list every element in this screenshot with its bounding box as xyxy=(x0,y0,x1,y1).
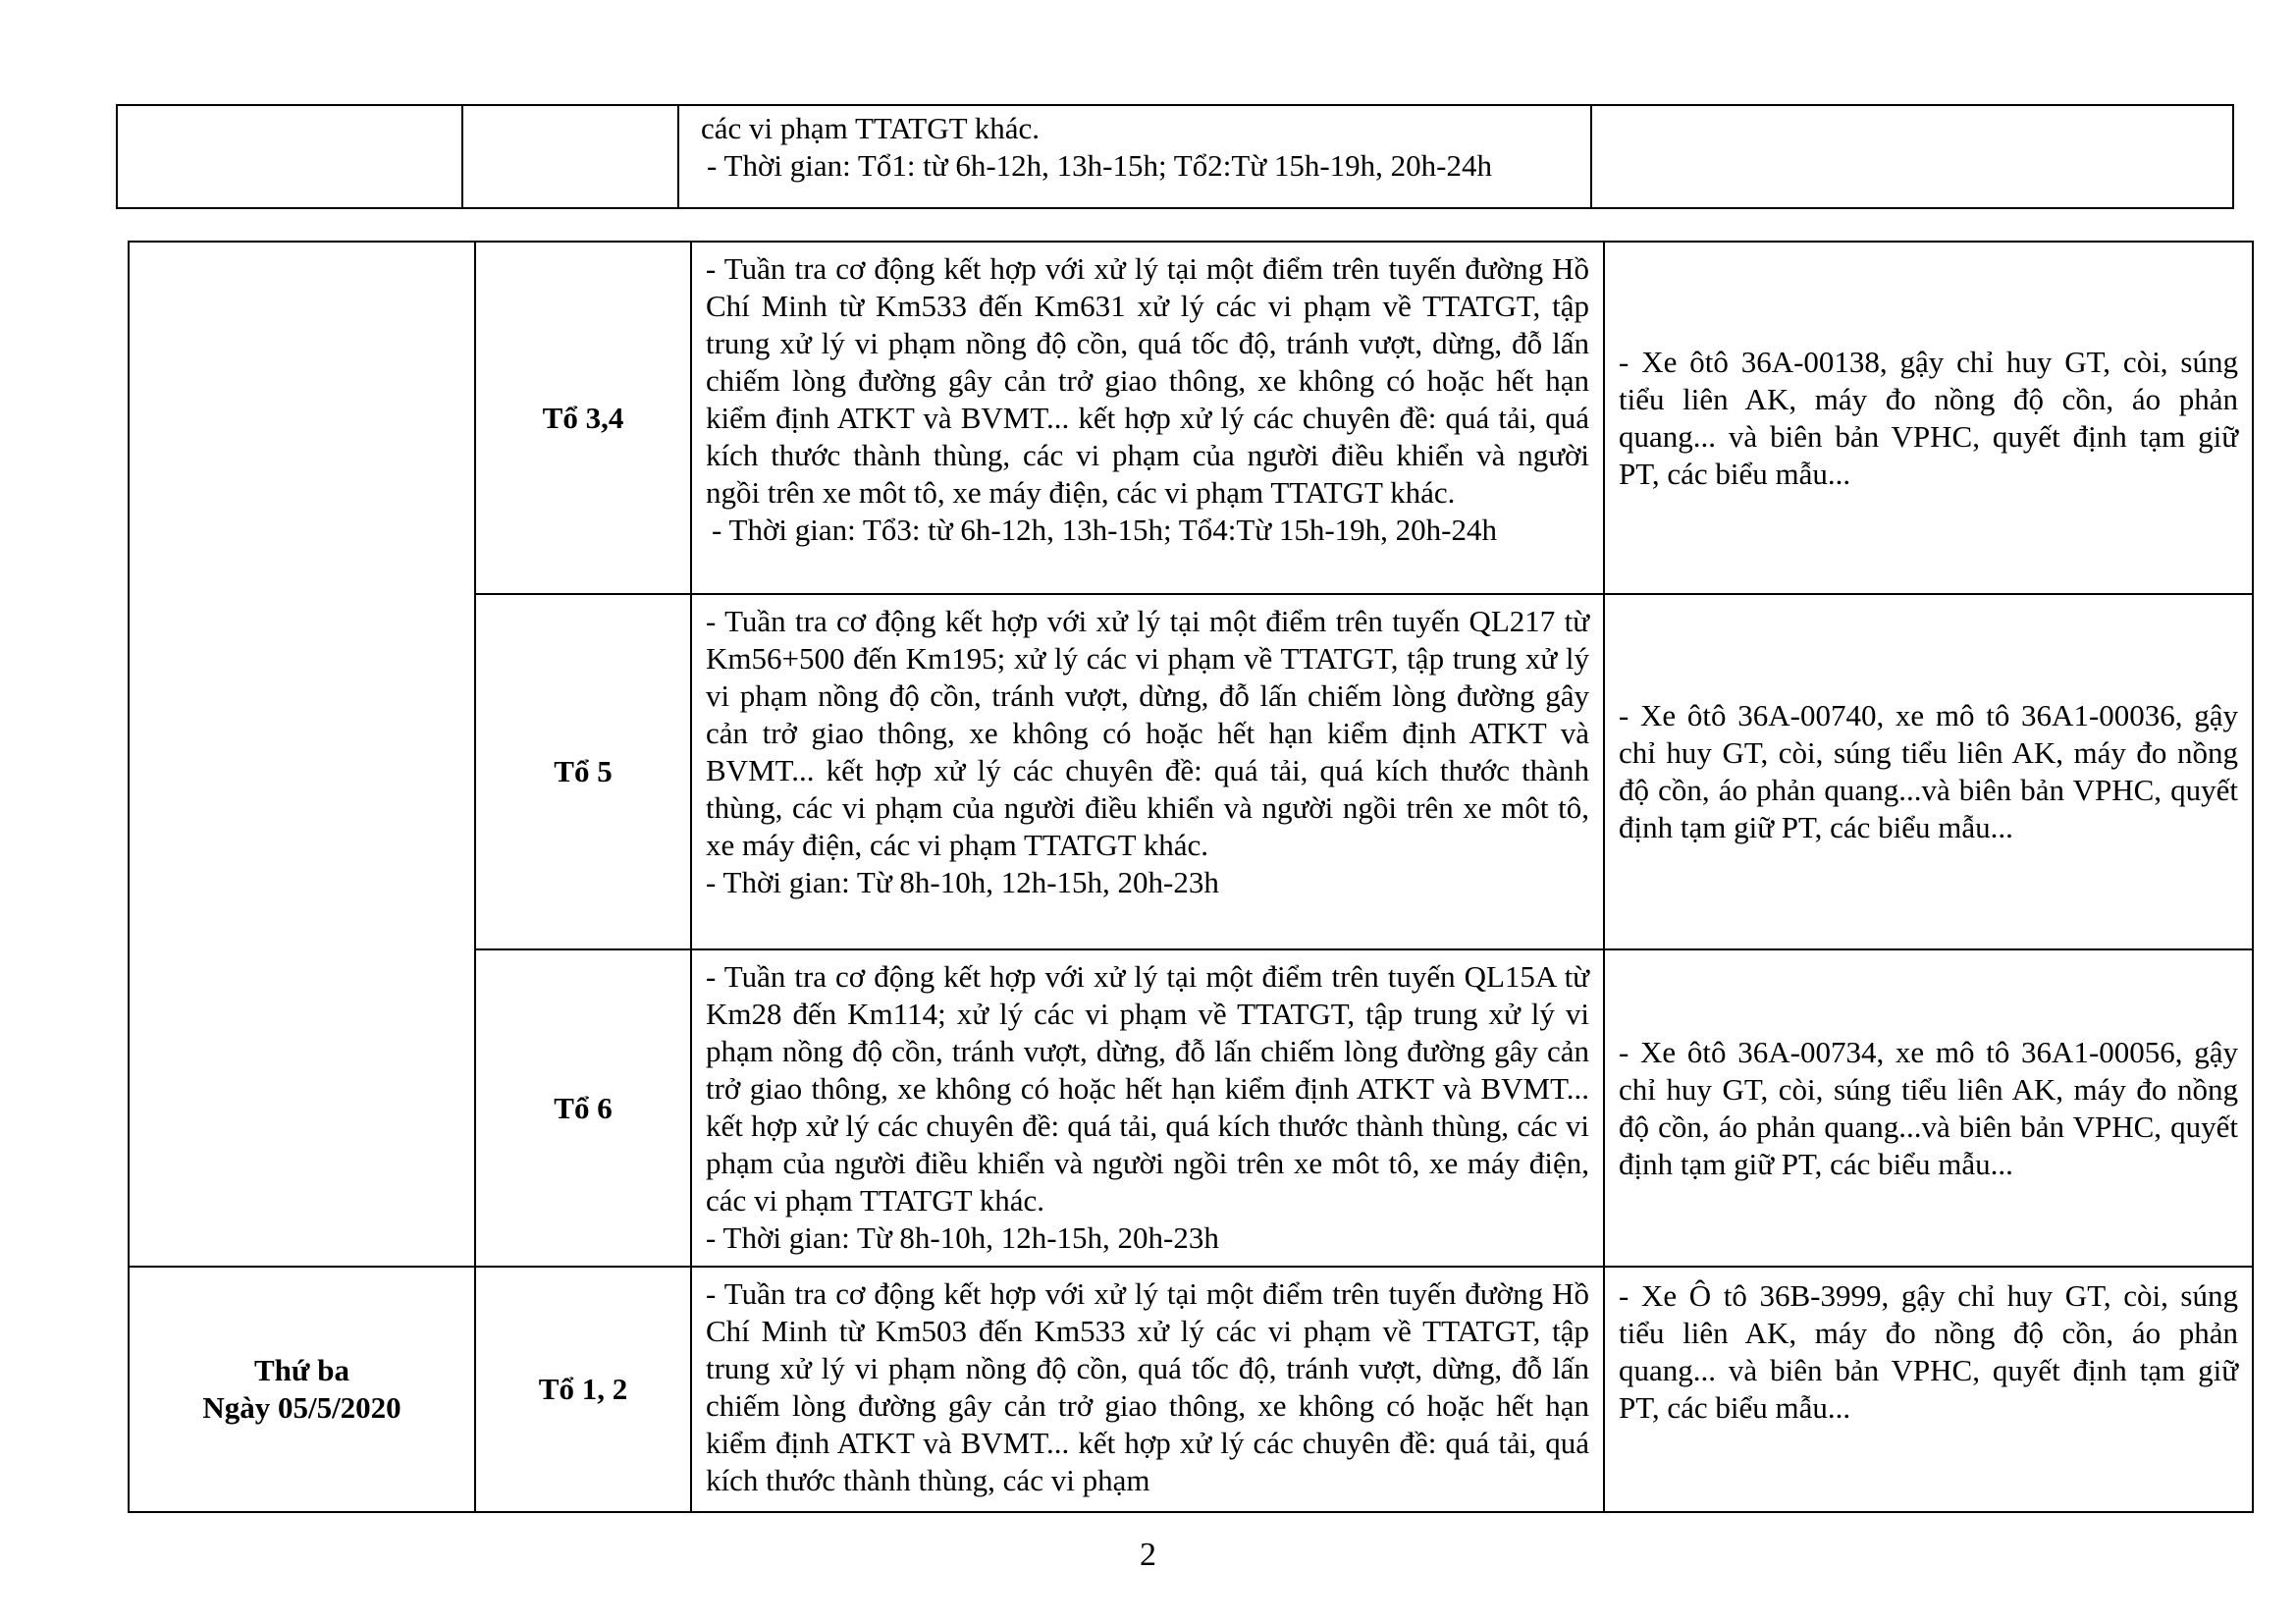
content-text: - Tuần tra cơ động kết hợp với xử lý tại một điểm trên tuyến đường Hồ Chí Minh từ Km503 đến Km533 xử lý các vi phạm về TTATGT, tập trung xử lý vi phạm nồng độ cồn, quá tốc độ, tránh vượt, dừng, đỗ lấn chiếm lòng đường gây cản trở giao thông, xe không có hoặc hết hạn kiểm định ATKT và BVMT... kết hợp xử lý các chuyên đề: quá tải, quá kích thước thành thùng, các vi phạm xyxy=(706,1276,1589,1497)
equipment-cell: - Xe ôtô 36A-00740, xe mô tô 36A1-00036, gậy chỉ huy GT, còi, súng tiểu liên AK, máy đo nồng độ cồn, áo phản quang...và biên bản VPHC, quyết định tạm giữ PT, các biểu mẫu... xyxy=(1604,594,2253,949)
time-text: - Thời gian: Tổ3: từ 6h-12h, 13h-15h; Tổ4:Từ 15h-19h, 20h-24h xyxy=(712,513,1497,547)
equipment-cell xyxy=(1591,105,2233,208)
day-label: Thứ ba xyxy=(253,1353,349,1387)
day-cell xyxy=(129,1267,475,1512)
time-text: - Thời gian: Từ 8h-10h, 12h-15h, 20h-23h xyxy=(706,865,1219,899)
content-cell xyxy=(691,242,1604,594)
day-cell xyxy=(129,242,475,1267)
time-text: - Thời gian: Từ 8h-10h, 12h-15h, 20h-23h xyxy=(706,1220,1219,1255)
table-row xyxy=(129,242,2253,594)
content-text: - Tuần tra cơ động kết hợp với xử lý tại một điểm trên tuyến QL217 từ Km56+500 đến Km195; xử lý các vi phạm về TTATGT, tập trung xử lý vi phạm nồng độ cồn, tránh vượt, dừng, đỗ lấn chiếm lòng đường gây cản trở giao thông, xe không có hoặc hết hạn kiểm định ATKT và BVMT... kết hợp xử lý các chuyên đề: quá tải, quá kích thước thành thùng, các vi phạm của người điều khiển và người ngồi trên xe môt tô, xe máy điện, các vi phạm TTATGT khác. xyxy=(706,604,1589,862)
equipment-cell: - Xe ôtô 36A-00734, xe mô tô 36A1-00056, gậy chỉ huy GT, còi, súng tiểu liên AK, máy đo nồng độ cồn, áo phản quang...và biên bản VPHC, quyết định tạm giữ PT, các biểu mẫu... xyxy=(1604,949,2253,1267)
day-cell xyxy=(117,105,462,208)
equipment-cell: - Xe Ô tô 36B-3999, gậy chỉ huy GT, còi, súng tiểu liên AK, máy đo nồng độ cồn, áo phản quang... và biên bản VPHC, quyết định tạm giữ PT, các biểu mẫu... xyxy=(1604,1267,2253,1512)
content-cell xyxy=(678,105,1591,208)
group-cell: Tổ 6 xyxy=(475,949,691,1267)
content-cell xyxy=(691,594,1604,949)
time-text: - Thời gian: Tổ1: từ 6h-12h, 13h-15h; Tổ2:Từ 15h-19h, 20h-24h xyxy=(707,148,1492,183)
group-cell: Tổ 3,4 xyxy=(475,242,691,594)
table-row xyxy=(129,1267,2253,1512)
content-cell xyxy=(691,1267,1604,1512)
date-label: Ngày 05/5/2020 xyxy=(202,1390,401,1425)
group-cell: Tổ 5 xyxy=(475,594,691,949)
table-row xyxy=(117,105,2233,208)
content-cell xyxy=(691,949,1604,1267)
content-text: - Tuần tra cơ động kết hợp với xử lý tại một điểm trên tuyến QL15A từ Km28 đến Km114; xử lý các vi phạm về TTATGT, tập trung xử lý vi phạm nồng độ cồn, tránh vượt, dừng, đỗ lấn chiếm lòng đường gây cản trở giao thông, xe không có hoặc hết hạn kiểm định ATKT và BVMT... kết hợp xử lý các chuyên đề: quá tải, quá kích thước thành thùng, các vi phạm của người điều khiển và người ngồi trên xe môt tô, xe máy điện, các vi phạm TTATGT khác. xyxy=(706,959,1589,1218)
continuation-table xyxy=(116,104,2234,209)
content-text: - Tuần tra cơ động kết hợp với xử lý tại một điểm trên tuyến đường Hồ Chí Minh từ Km533 đến Km631 xử lý các vi phạm về TTATGT, tập trung xử lý vi phạm nồng độ cồn, quá tốc độ, tránh vượt, dừng, đỗ lấn chiếm lòng đường gây cản trở giao thông, xe không có hoặc hết hạn kiểm định ATKT và BVMT... kết hợp xử lý các chuyên đề: quá tải, quá kích thước thành thùng, các vi phạm của người điều khiển và người ngồi trên xe môt tô, xe máy điện, các vi phạm TTATGT khác. xyxy=(706,251,1589,510)
group-cell xyxy=(462,105,678,208)
equipment-cell: - Xe ôtô 36A-00138, gậy chỉ huy GT, còi, súng tiểu liên AK, máy đo nồng độ cồn, áo phản quang... và biên bản VPHC, quyết định tạm giữ PT, các biểu mẫu... xyxy=(1604,242,2253,594)
group-cell: Tổ 1, 2 xyxy=(475,1267,691,1512)
schedule-table xyxy=(128,241,2254,1513)
content-text: các vi phạm TTATGT khác. xyxy=(701,111,1041,145)
page-number: 2 xyxy=(1140,1537,1156,1573)
